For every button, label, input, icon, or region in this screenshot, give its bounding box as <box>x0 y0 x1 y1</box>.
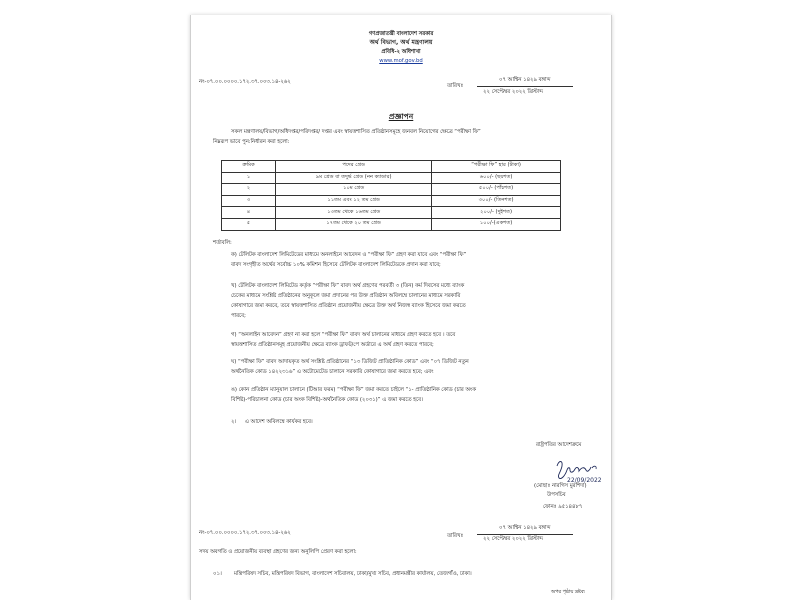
handwritten-signature <box>553 456 633 484</box>
table-cell: ১১তম এবং ১২ তম গ্রেড <box>276 195 432 207</box>
memo2-date-english: ২২ সেপ্টেম্বর ২০২২ খ্রিস্টাব্দ <box>483 536 543 542</box>
condition-gha-line-2: অর্থনৈতিক কোড ১৪২২৩১৬” এ অটোমেটেড চালানে সরকারি কোষাগারে জমা করতে হবে; এবং <box>231 369 434 375</box>
memo-number: নং-০৭.০০.০০০০.১৭২.৩৭.০০৩.১৪-২৬২ <box>199 79 291 85</box>
table-cell: ২ <box>222 184 276 196</box>
table-cell: ১০ম গ্রেড <box>276 184 432 196</box>
date-english: ২২ সেপ্টেম্বর ২০২২ খ্রিস্টাব্দ <box>483 89 543 95</box>
table-cell: ১ <box>222 172 276 184</box>
table-cell: ২০০/- (দুইশত) <box>432 207 561 219</box>
table-header-row <box>222 161 561 173</box>
table-cell: ৫ <box>222 218 276 230</box>
memo2-date-divider <box>477 534 573 535</box>
table-row <box>222 184 561 196</box>
website-link[interactable]: www.mof.gov.bd <box>379 58 423 64</box>
signatory-name: (মোছাঃ নারগিস মুরশিদা) <box>534 483 587 489</box>
signatory-phone: ফোনঃ ৯৫১৪৪৮৭ <box>543 504 583 510</box>
page-title: প্রজ্ঞাপন <box>388 112 414 121</box>
condition-ga-line-1: গ) “অনলাইন আবেদন” গ্রহণ না করা হলে “পরীক্ষা ফি” বাবদ অর্থ চালানের মাধ্যমে গ্রহণ করতে হবে । তবে <box>231 332 456 338</box>
signatory-designation: উপসচিব <box>547 492 566 498</box>
condition-kha-line-3: কোষাগারে জমা করবে, তবে স্বায়ত্তশাসিত প্রতিষ্ঠান প্রয়োজনীয় ক্ষেত্রে উক্ত অর্থ নিজস্ব ব্যাংক হিসেবে জমা করতে <box>231 303 466 309</box>
wing-heading: প্রবিধি-২ অধিশাখা <box>381 49 421 55</box>
fee-table <box>221 160 561 231</box>
date-divider <box>477 86 573 87</box>
table-cell: ৫০০/- (পাঁচশত) <box>432 184 561 196</box>
table-row <box>222 207 561 219</box>
table-row <box>222 195 561 207</box>
condition-kha-line-2: চেকের মাধ্যমে সংশ্লিষ্ট প্রতিষ্ঠানের অনুকূলে জমা প্রদানের পর উক্ত প্রতিষ্ঠান অবিলম্বে চালানের মাধ্যমে সরকারি <box>231 293 461 299</box>
intro-line-2: নিম্নরূপ ভাবে পুন:নির্ধারন করা হলো: <box>213 139 290 145</box>
recipient-text: মন্ত্রিপরিষদ সচিব, মন্ত্রিপরিষদ বিভাগ, বাংলাদেশ সচিবালয়, ঢাকা/মুখ্য সচিব, প্রধানমন্ত্রীর কার্যালয়, তেজগাঁও, ঢাকা। <box>234 571 472 577</box>
intro-line-1: সকল মন্ত্রণালয়/বিভাগ/অধিদপ্তর/পরিদপ্তর/ দপ্তর এবং স্বায়ত্তশাসিত প্রতিষ্ঠানসমূহে জনবল নিয়োগের ক্ষেত্রে “পরীক্ষা ফি” <box>231 129 481 135</box>
table-cell: ৩০০/- (তিনশত) <box>432 195 561 207</box>
table-cell: ১৭তম থেকে ২০ তম গ্রেড <box>276 218 432 230</box>
table-cell: ৩ <box>222 195 276 207</box>
table-row <box>222 172 561 184</box>
table-cell: ৯ম গ্রেড বা তদুর্দ্ধ গ্রেড (নন ক্যাডার) <box>276 172 432 184</box>
document-page <box>190 15 612 600</box>
table-cell: ১০০/-(একশত) <box>432 218 561 230</box>
condition-gha-line-1: ঘ) “পরীক্ষা ফি” বাবদ আদায়কৃত অর্থ সংশ্লিষ্ট প্রতিষ্ঠানের “১৩ ডিজিট প্রাতিষ্ঠানিক কোড” এবং “০৭ ডিজিট নতুন <box>231 359 469 365</box>
table-cell: ৪ <box>222 207 276 219</box>
conditions-heading: শর্তাবলি: <box>213 240 232 246</box>
by-order-text: রাষ্ট্রপতির আদেশক্রমে <box>536 442 582 448</box>
condition-kha-line-1: খ) টেলিটক বাংলাদেশ লিমিটেড কর্তৃক “পরীক্ষা ফি” বাবদ অর্থ গ্রহণের পরবর্তী ৩ (তিন) কর্ম দিবসের মধ্যে ব্যাংক <box>231 283 465 289</box>
condition-kha-line-4: পারবে; <box>231 313 246 319</box>
effect-line: ২। এ আদেশ অবিলম্বে কার্যকর হবে। <box>231 419 313 425</box>
condition-uma-line-2: বিশিষ্ট)-পরিচালনা কোড (চার অংক বিশিষ্ট)-অর্থনৈতিক কোড (২০৩১)” এ জমা করতে হবে। <box>231 397 423 403</box>
memo2-date-label: তারিখঃ <box>447 533 464 539</box>
table-header: পদের গ্রেড <box>276 161 432 173</box>
condition-ka-line-2: বাবদ সংগৃহীত অর্থের সর্বোচ্চ ১০% কমিশন হিসেবে টেলিটক বাংলাদেশ লিমিটেডকে প্রদান করা যাবে; <box>231 262 441 268</box>
table-header: ক্রমিক <box>222 161 276 173</box>
recipient-sl: ০১। <box>213 571 222 577</box>
copy-line: সদয় অবগতি ও প্রয়োজনীয় ব্যবস্থা গ্রহণের জন্য অনুলিপি প্রেরণ করা হলো: <box>199 549 357 555</box>
footer-note: অপর পৃষ্ঠায় দ্রষ্টব্য <box>551 590 585 595</box>
condition-ka-line-1: ক) টেলিটক বাংলাদেশ লিমিটেডের মাধ্যমে অনলাইনে আবেদন ও “পরীক্ষা ফি” গ্রহণ করা যাবে এবং “পরীক্ষা ফি” <box>231 252 467 258</box>
ministry-heading: অর্থ বিভাগ, অর্থ মন্ত্রণালয় <box>369 39 433 46</box>
handwritten-date: 22/09/2022 <box>567 477 602 484</box>
table-cell: ৬০০/- (ছয়শত) <box>432 172 561 184</box>
date-label: তারিখঃ <box>447 83 464 89</box>
table-cell: ১৩তম থেকে ১৬তম গ্রেড <box>276 207 432 219</box>
memo2-date-bangla: ০৭ আশ্বিন ১৪২৯ বঙ্গাব্দ <box>499 525 551 531</box>
condition-ga-line-2: স্বায়ত্তশাসিত প্রতিষ্ঠানসমূহ প্রয়োজনীয় ক্ষেত্রে ব্যাংক ড্রাফট/পে অর্ডারে এ অর্থ গ্রহণ করতে পারবে; <box>231 342 434 348</box>
memo2-number: নং-০৭.০০.০০০০.১৭২.৩৭.০০৩.১৪-২৬২ <box>199 530 291 536</box>
condition-uma-line-1: ঙ) কোন প্রতিষ্ঠান ম্যানুয়াল চালানে (টিআর ফরম) “পরীক্ষা ফি” জমা করতে চাইলে “১- প্রাতিষ্ঠানিক কোড (চার অংক <box>231 387 476 393</box>
date-bangla: ০৭ আশ্বিন ১৪২৯ বঙ্গাব্দ <box>499 77 551 83</box>
table-header: “পরীক্ষা ফি” হার (টাকা) <box>432 161 561 173</box>
table-row <box>222 218 561 230</box>
govt-heading: গণপ্রজাতন্ত্রী বাংলাদেশ সরকার <box>368 31 434 37</box>
